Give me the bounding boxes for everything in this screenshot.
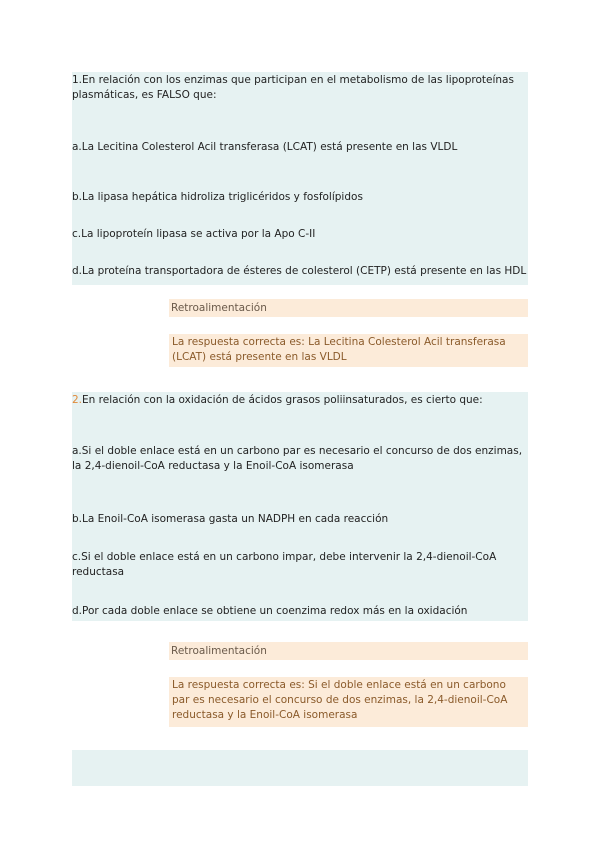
question-2-option-c[interactable]: c.Si el doble enlace está en un carbono impar, debe intervenir la 2,4-dienoil-CoA reductasa xyxy=(72,551,497,578)
question-1-block xyxy=(72,72,528,285)
question-1-option-c[interactable]: c.La lipoproteín lipasa se activa por la Apo C-II xyxy=(72,228,316,240)
question-1-option-b[interactable]: b.La lipasa hepática hidroliza triglicéridos y fosfolípidos xyxy=(72,191,363,203)
question-2-stem-text: En relación con la oxidación de ácidos grasos poliinsaturados, es cierto que: xyxy=(82,394,483,406)
question-2-option-b[interactable]: b.La Enoil-CoA isomerasa gasta un NADPH en cada reacción xyxy=(72,513,389,525)
question-1-stem xyxy=(72,73,528,103)
question-2-option-a[interactable]: a.Si el doble enlace está en un carbono par es necesario el concurso de dos enzimas, la 2,4-dienoil-CoA reductasa y la Enoil-CoA isomerasa xyxy=(72,445,523,472)
question-1-feedback-answer: La respuesta correcta es: La Lecitina Colesterol Acil transferasa (LCAT) está presente en las VLDL xyxy=(169,334,528,367)
question-1-option-a[interactable]: a.La Lecitina Colesterol Acil transferasa (LCAT) está presente en las VLDL xyxy=(72,141,458,153)
question-1-stem-text: En relación con los enzimas que participan en el metabolismo de las lipoproteínas plasmáticas, es FALSO que: xyxy=(72,74,514,101)
question-1-option-d[interactable]: d.La proteína transportadora de ésteres de colesterol (CETP) está presente en las HDL xyxy=(72,265,527,277)
question-2-stem xyxy=(72,393,528,408)
question-3-block-empty xyxy=(72,750,528,786)
question-2-feedback-title: Retroalimentación xyxy=(169,642,528,660)
question-2-feedback-answer: La respuesta correcta es: Si el doble enlace está en un carbono par es necesario el concurso de dos enzimas, la 2,4-dienoil-CoA reductasa y la Enoil-CoA isomerasa xyxy=(169,677,528,727)
question-1-number: 1. xyxy=(72,74,83,86)
question-2-number: 2. xyxy=(72,394,83,406)
question-2-block xyxy=(72,392,528,621)
question-2-option-d[interactable]: d.Por cada doble enlace se obtiene un coenzima redox más en la oxidación xyxy=(72,605,468,617)
question-1-feedback-title: Retroalimentación xyxy=(169,299,528,317)
